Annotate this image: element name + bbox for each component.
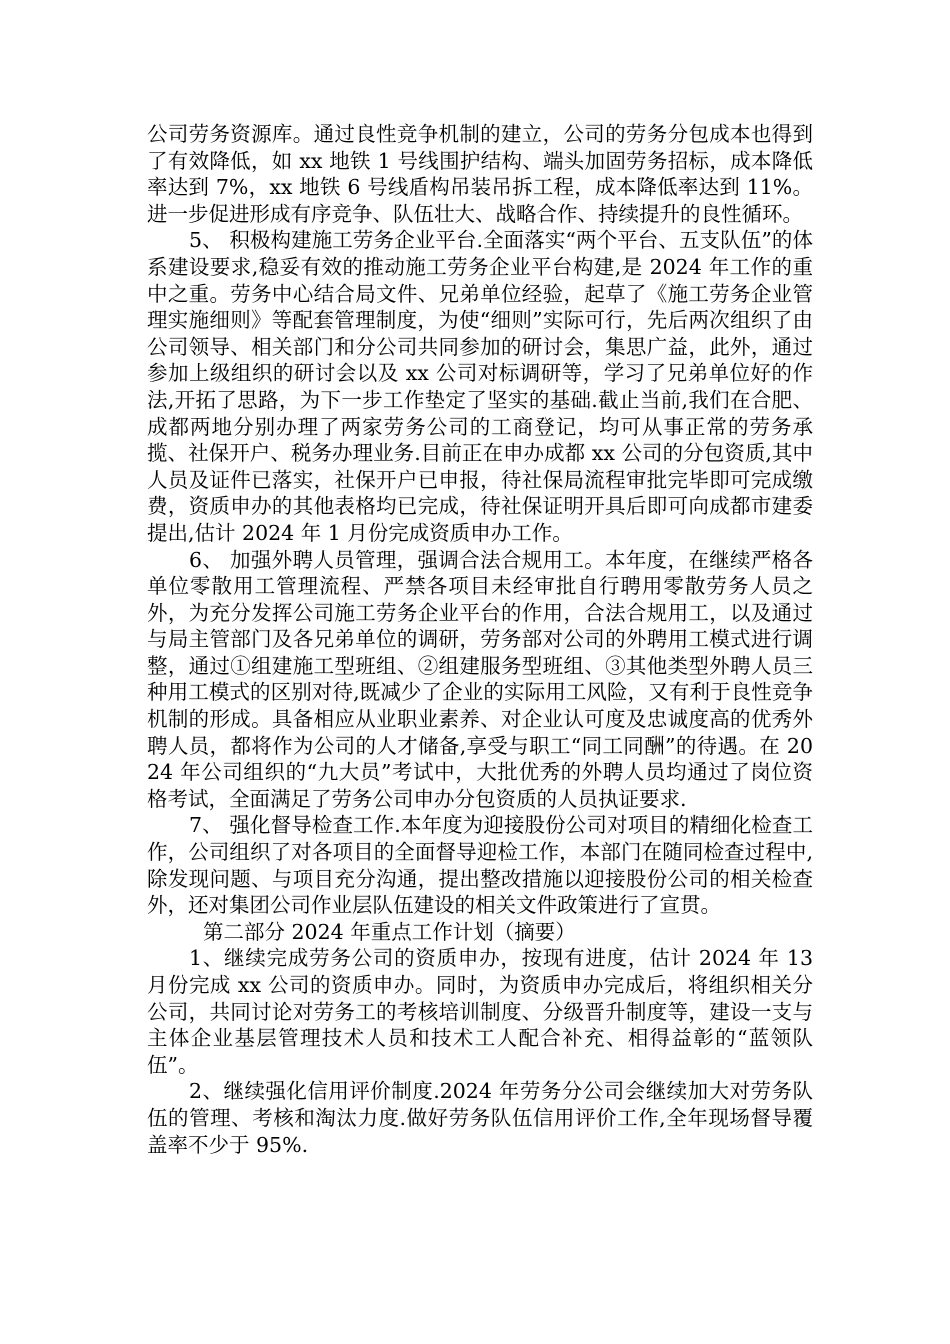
- document-body: [147, 121, 813, 1158]
- section-heading-part-two: 第二部分 2024 年重点工作计划（摘要）: [203, 919, 576, 944]
- paragraph-item-5: 5、 积极构建施工劳务企业平台.全面落实“两个平台、五支队伍”的体系建设要求,稳妥有效的推动施工劳务企业平台构建,是 2024 年工作的重中之重。劳务中心结合局文件、兄弟单位经验，起草了《施工劳务企业管理实施细则》等配套管理制度，为使“细则”实际可行，先后两次组织了由公司领导、相关部门和分公司共同参加的研讨会，集思广益，此外，通过参加上级组织的研讨会以及 xx 公司对标调研等，学习了兄弟单位好的作法,开拓了思路，为下一步工作垫定了坚实的基础.截止当前,我们在合肥、成都两地分别办理了两家劳务公司的工商登记，均可从事正常的劳务承揽、社保开户、税务办理业务.目前正在申办成都 xx 公司的分包资质,其中人员及证件已落实，社保开户已申报，待社保局流程审批完毕即可完成缴费，资质申办的其他表格均已完成，待社保证明开具后即可向成都市建委提出,估计 2024 年 1 月份完成资质申办工作。: [147, 228, 813, 545]
- paragraph-item-6: 6、 加强外聘人员管理，强调合法合规用工。本年度，在继续严格各单位零散用工管理流程、严禁各项目未经审批自行聘用零散劳务人员之外，为充分发挥公司施工劳务企业平台的作用，合法合规用工，以及通过与局主管部门及各兄弟单位的调研，劳务部对公司的外聘用工模式进行调整，通过①组建施工型班组、②组建服务型班组、③其他类型外聘人员三种用工模式的区别对待,既减少了企业的实际用工风险，又有利于良性竞争机制的形成。具备相应从业职业素养、对企业认可度及忠诚度高的优秀外聘人员，都将作为公司的人才储备,享受与职工“同工同酬”的待遇。在 2024 年公司组织的“九大员”考试中，大批优秀的外聘人员均通过了岗位资格考试，全面满足了劳务公司申办分包资质的人员执证要求.: [147, 547, 813, 811]
- paragraph-item-7: 7、 强化督导检查工作.本年度为迎接股份公司对项目的精细化检查工作，公司组织了对各项目的全面督导迎检工作，本部门在随同检查过程中,除发现问题、与项目充分沟通，提出整改措施以迎接股份公司的相关检查外，还对集团公司作业层队伍建设的相关文件政策进行了宣贯。: [147, 813, 813, 918]
- paragraph-continuation: 公司劳务资源库。通过良性竞争机制的建立，公司的劳务分包成本也得到了有效降低，如 xx 地铁 1 号线围护结构、端头加固劳务招标，成本降低率达到 7%，xx 地铁 6 号线盾构吊装吊拆工程，成本降低率达到 11%。进一步促进形成有序竞争、队伍壮大、战略合作、持续提升的良性循环。: [147, 122, 813, 226]
- paragraph-plan-2: 2、继续强化信用评价制度.2024 年劳务分公司会继续加大对劳务队伍的管理、考核和淘汰力度.做好劳务队伍信用评价工作,全年现场督导覆盖率不少于 95%.: [147, 1079, 813, 1157]
- paragraph-plan-1: 1、继续完成劳务公司的资质申办，按现有进度，估计 2024 年 13 月份完成 xx 公司的资质申办。同时，为资质申办完成后，将组织相关分公司，共同讨论对劳务工的考核培训制度、分级晋升制度等，建设一支与主体企业基层管理技术人员和技术工人配合补充、相得益彰的“蓝领队伍”。: [147, 946, 813, 1077]
